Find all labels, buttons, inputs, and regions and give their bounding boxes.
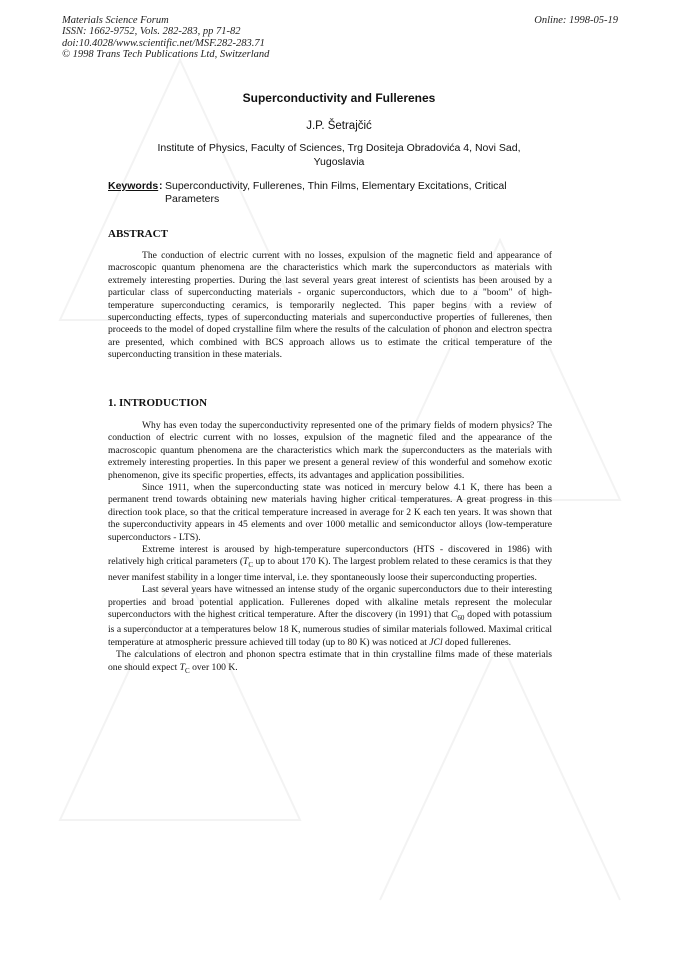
intro-paragraph-3: Extreme interest is aroused by high-temperature superconductors (HTS - discovered in 1986) with relatively high critical parameters ($T_C$ up to about 170 K). The largest problem related to these ceramics is that they never manifest stability in a longer time interval, i.e. they spontaneously loose their superconducting properties. (108, 544, 552, 583)
author-name: J.P. Šetrajčić (306, 120, 372, 132)
affiliation-line-2: Yugoslavia (313, 156, 365, 168)
affiliation-line-1: Institute of Physics, Faculty of Sciences, Trg Dositeja Obradovića 4, Novi Sad, (157, 142, 521, 154)
introduction-heading: 1. INTRODUCTION (108, 397, 208, 409)
keywords-label: Keywords (108, 180, 159, 192)
affiliation (120, 141, 558, 169)
introduction-body (108, 420, 552, 677)
intro-paragraph-5: The calculations of electron and phonon spectra estimate that in thin crystalline films made of these materials one should expect $T_C$ over 100 K. (108, 649, 552, 675)
keywords-text: Superconductivity, Fullerenes, Thin Films, Elementary Excitations, Critical Parameters (165, 180, 507, 205)
issn-line: ISSN: 1662-9752, Vols. 282-283, pp 71-82 (62, 26, 241, 38)
abstract-heading: ABSTRACT (108, 228, 168, 240)
copyright-line: © 1998 Trans Tech Publications Ltd, Switzerland (62, 49, 270, 61)
intro-paragraph-4: Last several years have witnessed an intense study of the organic superconductors due to their interesting properties and broad potential application. Fullerenes doped with alkaline metals represent the molecular superconductors with the highest critical temperature. After the discovery (in 1991) that $C_{60}$ doped with potassium is a superconductor at a temperatures below 18 K, numerous studies of similar materials followed. Maximal critical temperature at atmospheric pressure achieved till today (up to 80 K) was noticed at JCl doped fullerenes. (108, 584, 552, 648)
abstract-body (108, 250, 552, 362)
abstract-paragraph: The conduction of electric current with no losses, expulsion of the magnetic field and appearance of macroscopic quantum phenomena are the characteristics which mark the superconductors as materials with extremely interesting properties. During the last several years great interest of scientists has been aroused by a particular class of superconducting materials - organic superconductors, which due to a "boom" of high-temperature superconducting ceramics, is temporarily neglected. This paper begins with a review of superconducting effects, types of superconducting materials and superconductive properties of fullerenes, then proceeds to the model of doped crystalline film where the results of the calculation of phonon and electron spectra are presented, which combined with BCS approach allows us to estimate the critical temperature of the superconducting transition in these materials. (108, 250, 552, 361)
doi-line[interactable]: doi:10.4028/www.scientific.net/MSF.282-283.71 (62, 37, 265, 49)
journal-meta (62, 15, 269, 61)
journal-name: Materials Science Forum (62, 15, 169, 26)
intro-paragraph-1: Why has even today the superconductivity represented one of the primary fields of modern physics? The conduction of electric current with no losses, expulsion of the magnetic filed and the appearance of the macroscopic quantum phenomena are the characteristics which mark the superconducters as the materials with extremely interesting properties. In this paper we present a general review of this wonderful and somehow exotic phenomenon, give its specific properties, effects, its advantages and application possibilities. (108, 420, 552, 481)
intro-paragraph-2: Since 1911, when the superconducting state was noticed in mercury below 4.1 K, there has been a permanent trend towards obtaining new materials having higher critical temperatures. A great progress in this direction took place, so that the critical temperature increased in average for 2 K each ten years. It was shown that the superconductivity appears in 45 elements and over 1000 metallic and semiconductor alloys (low-temperature superconductors - LTS). (108, 482, 552, 543)
keywords-colon: : (159, 180, 163, 192)
online-date: Online: 1998-05-19 (534, 15, 618, 26)
keywords-block (108, 180, 548, 206)
paper-title: Superconductivity and Fullerenes (242, 91, 436, 105)
